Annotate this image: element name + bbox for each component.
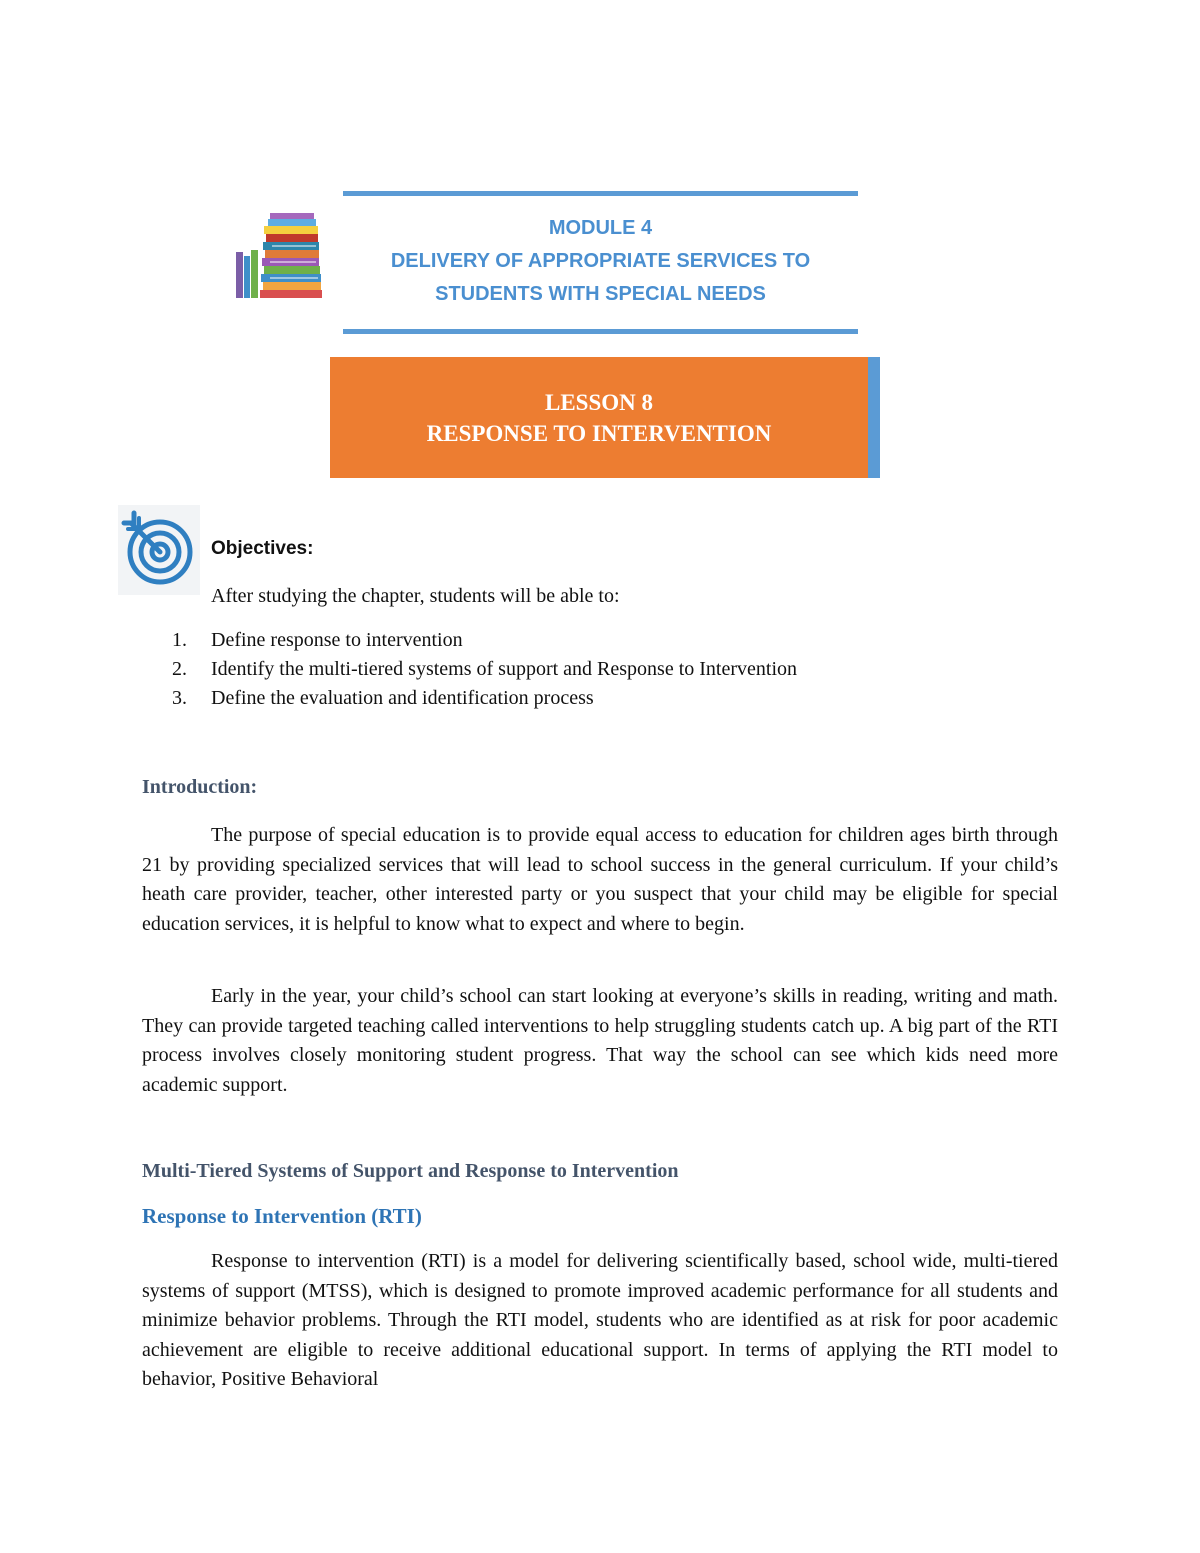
introduction-paragraph-1: The purpose of special education is to provide equal access to education for children ages birth through 21 by providing specialized services that will lead to school success in the general curriculum. If your child’s heath care provider, teacher, other interested party or you suspect that your child may be eligible for special education services, it is helpful to know what to expect and where to begin. <box>142 824 1058 935</box>
module-heading <box>343 212 858 311</box>
module-title: MODULE 4 <box>548 217 653 239</box>
lesson-banner-edge <box>868 357 880 478</box>
objective-item <box>172 626 797 655</box>
rti-subheading: Response to Intervention (RTI) <box>142 1204 422 1228</box>
objective-item <box>172 684 797 713</box>
module-subtitle-line1: DELIVERY OF APPROPRIATE SERVICES TO <box>390 250 811 272</box>
objectives-list <box>172 626 797 713</box>
lesson-number: LESSON 8 <box>544 390 653 415</box>
objective-number: 1. <box>172 629 187 651</box>
lesson-banner <box>330 357 868 478</box>
target-arrow-icon <box>118 505 200 595</box>
mtss-heading: Multi-Tiered Systems of Support and Response to Intervention <box>142 1160 679 1182</box>
objective-number: 3. <box>172 687 187 709</box>
introduction-heading: Introduction: <box>142 776 258 798</box>
module-bottom-rule <box>343 329 858 334</box>
lesson-title: RESPONSE TO INTERVENTION <box>426 421 772 446</box>
module-subtitle-line2: STUDENTS WITH SPECIAL NEEDS <box>435 283 766 305</box>
objective-text: Define response to intervention <box>211 629 463 651</box>
rti-paragraph: Response to intervention (RTI) is a model for delivering scientifically based, school wide, multi-tiered systems of support (MTSS), which is designed to promote improved academic performance for all students and minimize behavior problems. Through the RTI model, students who are identified as at risk for poor academic achievement are eligible to receive additional educational support. In terms of applying the RTI model to behavior, Positive Behavioral <box>142 1250 1058 1391</box>
books-stack-icon <box>230 212 330 302</box>
objective-text: Identify the multi-tiered systems of support and Response to Intervention <box>211 658 797 680</box>
introduction-paragraph-2: Early in the year, your child’s school can start looking at everyone’s skills in reading, writing and math. They can provide targeted teaching called interventions to help struggling students catch up. A big part of the RTI process involves closely monitoring student progress. That way the school can see which kids need more academic support. <box>142 985 1058 1096</box>
objective-number: 2. <box>172 658 187 680</box>
module-top-rule <box>343 191 858 196</box>
objective-item <box>172 655 797 684</box>
objectives-intro: After studying the chapter, students will be able to: <box>211 585 620 607</box>
objectives-heading: Objectives: <box>211 538 314 559</box>
objective-text: Define the evaluation and identification process <box>211 687 594 709</box>
